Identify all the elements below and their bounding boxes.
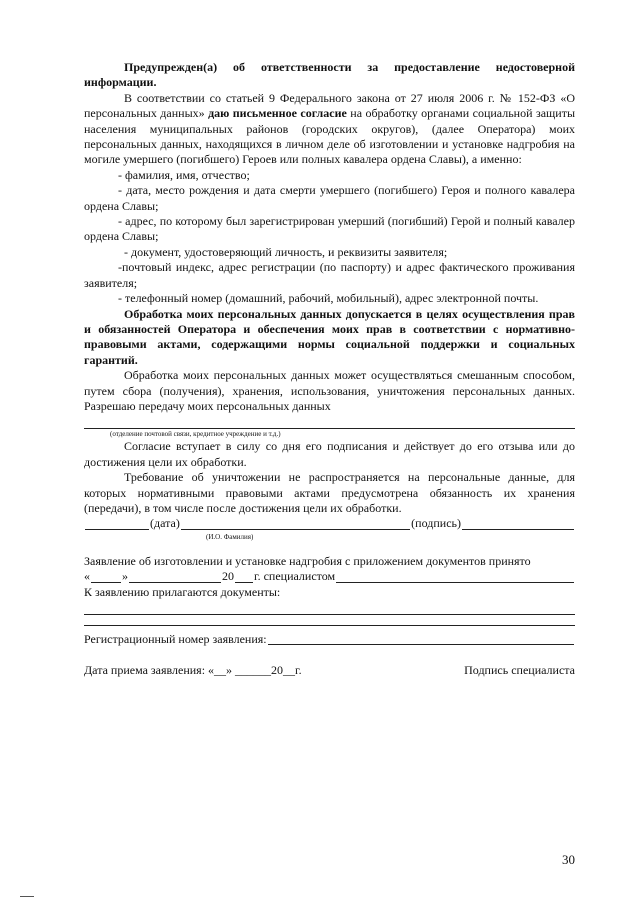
name-line bbox=[181, 517, 410, 530]
acceptance-date-row bbox=[84, 569, 575, 584]
registration-number-label: Регистрационный номер заявления: bbox=[84, 632, 267, 646]
receipt-date: Дата приема заявления: «__» ______20__г. bbox=[84, 663, 302, 678]
year-prefix: 20 bbox=[222, 569, 234, 584]
quote-open: « bbox=[84, 569, 90, 584]
consent-validity: Согласие вступает в силу со дня его подписания и действует до его отзыва или до достижения цели их обработки. bbox=[84, 439, 575, 469]
page-number: 30 bbox=[562, 852, 575, 867]
attached-documents-label: К заявлению прилагаются документы: bbox=[84, 584, 281, 599]
receipt-row bbox=[84, 663, 575, 678]
date-signature-row bbox=[84, 516, 575, 531]
name-note: (И.О. Фамилия) bbox=[206, 532, 254, 541]
signature-label: (подпись) bbox=[411, 516, 461, 531]
specialist-label: г. специалистом bbox=[254, 569, 336, 584]
consent-intro: В соответствии со статьей 9 Федерального закона от 27 июля 2006 г. № 152-ФЗ «О персональных данных» даю письменное согласие на обработку органами социальной защиты населения муниципальных районов (городских округов), (далее Оператора) моих персональных данных, находящихся в личном деле об изготовлении и установке надгробия на могиле умершего (погибшего) Героев или полных кавалера ордена Славы), а именно: bbox=[84, 90, 575, 167]
transfer-recipient-line bbox=[84, 414, 575, 429]
warning-text: Предупрежден(а) об ответственности за предоставление недостоверной информации. bbox=[84, 60, 575, 90]
destruction-clause: Требование об уничтожении не распространяется на персональные данные, для которых нормативными правовыми актами предусмотрена обязанность их хранения (передачи), в том числе после достижения цели их обработки. bbox=[84, 470, 575, 515]
list-item-postal-address: -почтовый индекс, адрес регистрации (по паспорту) и адрес фактического проживания заявителя; bbox=[84, 260, 575, 290]
signature-line bbox=[462, 517, 574, 530]
registration-number-row bbox=[84, 632, 575, 647]
transfer-recipient-note: (отделение почтовой связи, кредитное учреждение и т.д.) bbox=[110, 430, 281, 439]
attached-documents-line-2 bbox=[84, 615, 575, 626]
attached-documents-line-1 bbox=[84, 600, 575, 615]
processing-method: Обработка моих персональных данных может осуществляться смешанным способом, путем сбора (получения), хранения, использования, уничтожения персональных данных. Разрешаю передачу моих персональных данных bbox=[84, 368, 575, 413]
year-line bbox=[235, 570, 253, 583]
acceptance-statement: Заявление об изготовлении и установке надгробия с приложением документов принято bbox=[84, 553, 531, 568]
day-line bbox=[91, 570, 121, 583]
list-item-address: - адрес, по которому был зарегистрирован умерший (погибший) Герой и полный кавалер ордена Славы; bbox=[84, 214, 575, 244]
date-line bbox=[85, 517, 149, 530]
list-item-identity-document: - документ, удостоверяющий личность, и реквизиты заявителя; bbox=[124, 244, 448, 259]
list-item-phone-email: - телефонный номер (домашний, рабочий, мобильный), адрес электронной почты. bbox=[118, 291, 539, 306]
date-label: (дата) bbox=[150, 516, 180, 531]
specialist-line bbox=[336, 570, 574, 583]
document-body bbox=[84, 60, 575, 679]
processing-purpose: Обработка моих персональных данных допускается в целях осуществления прав и обязанностей Оператора и обеспечения моих прав в соответствии с нормативно-правовыми актами, содержащими нормы социальной поддержки и социальных гарантий. bbox=[84, 306, 575, 367]
list-item-name: - фамилия, имя, отчество; bbox=[118, 167, 250, 182]
scan-mark bbox=[20, 896, 34, 897]
list-item-birth-death: - дата, место рождения и дата смерти умершего (погибшего) Героя и полного кавалера ордена Славы; bbox=[84, 183, 575, 213]
quote-close: » bbox=[122, 569, 128, 584]
month-line bbox=[129, 570, 221, 583]
registration-number-line bbox=[268, 632, 574, 645]
specialist-signature-label: Подпись специалиста bbox=[464, 663, 575, 678]
